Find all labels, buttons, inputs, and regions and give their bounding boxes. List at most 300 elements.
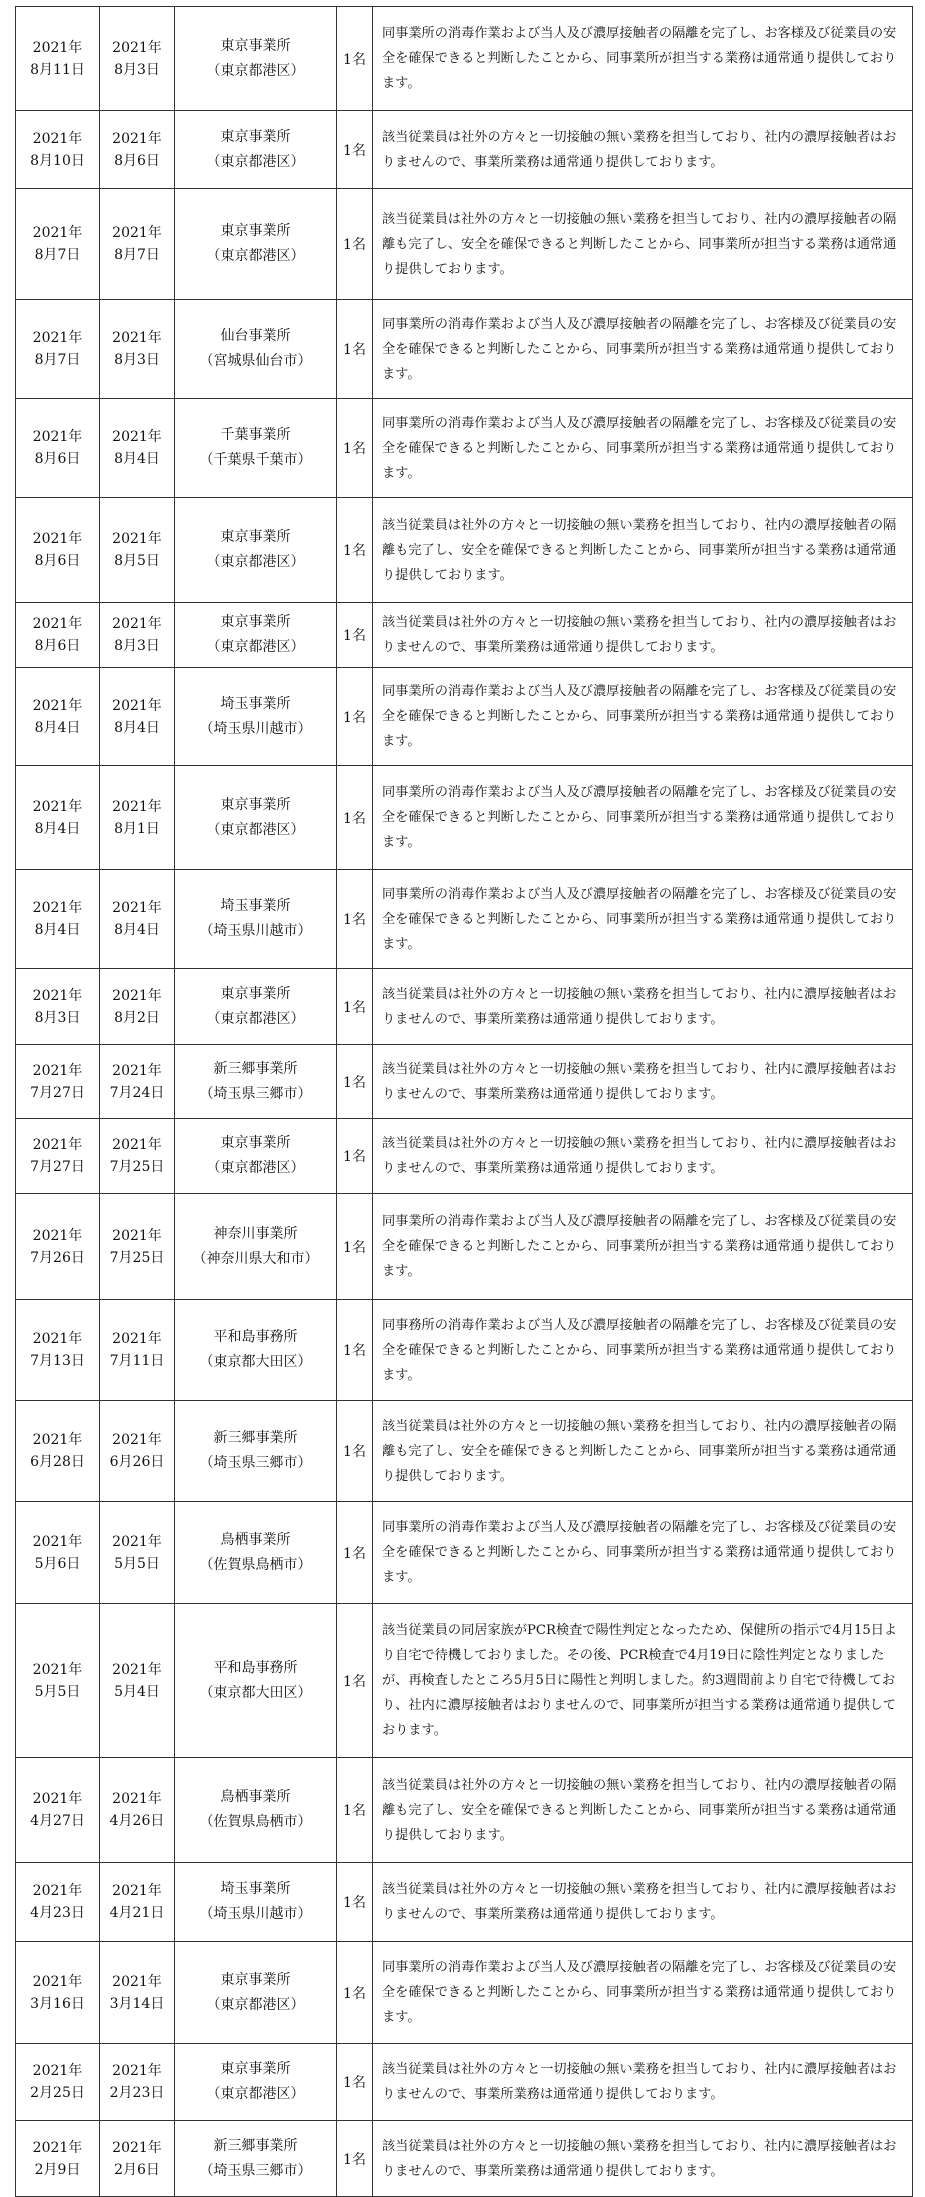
confirmation-date-line: 8月3日 xyxy=(114,352,160,368)
announcement-date-line: 2021年 xyxy=(32,330,83,346)
table-row xyxy=(16,1942,913,2044)
status-note-text: 同事業所の消毒作業および当人及び濃厚接触者の隔離を完了し、お客様及び従業員の安全を確保できると判断したことから、同事業所が担当する業務は通常通り提供しております。 xyxy=(382,26,897,91)
confirmation-date-line: 2021年 xyxy=(112,2063,162,2079)
confirmation-date-cell xyxy=(100,2044,175,2121)
announcement-date-cell xyxy=(16,399,100,498)
status-note-cell xyxy=(373,668,913,766)
table-row xyxy=(16,668,913,766)
case-count-cell: 1名 xyxy=(337,1863,373,1942)
case-count-cell: 1名 xyxy=(337,668,373,766)
announcement-date-line: 7月27日 xyxy=(30,1159,85,1175)
office-line: 埼玉事業所 xyxy=(220,1881,291,1897)
announcement-date-line: 8月10日 xyxy=(30,152,85,169)
status-note-cell xyxy=(373,1604,913,1758)
office-line: 東京事業所 xyxy=(220,2061,291,2077)
confirmation-date-cell xyxy=(100,189,175,300)
confirmation-date-line: 2021年 xyxy=(112,987,162,1004)
office-line: 東京事業所 xyxy=(220,128,291,145)
table-row xyxy=(16,111,913,189)
status-note-text: 該当従業員は社外の方々と一切接触の無い業務を担当しており、社内に濃厚接触者はおりませんので、事業所業務は通常通り提供しております。 xyxy=(382,2138,897,2179)
confirmation-date-cell xyxy=(100,498,175,603)
status-note-text: 該当従業員は社外の方々と一切接触の無い業務を担当しており、社内の濃厚接触者はおりませんので、事業所業務は通常通り提供しております。 xyxy=(382,129,897,170)
announcement-date-line: 5月5日 xyxy=(34,1683,81,1700)
announcement-date-cell xyxy=(16,1758,100,1863)
confirmation-date-line: 8月3日 xyxy=(114,638,160,654)
status-note-cell xyxy=(373,111,913,189)
status-note-text: 同事業所の消毒作業および当人及び濃厚接触者の隔離を完了し、お客様及び従業員の安全を確保できると判断したことから、同事業所が担当する業務は通常通り提供しております。 xyxy=(382,316,897,382)
announcement-date-line: 2021年 xyxy=(32,531,83,547)
status-note-text: 該当従業員の同居家族がPCR検査で陽性判定となったため、保健所の指示で4月15日より自宅で待機しておりました。その後、PCR検査で4月19日に陰性判定となりましたが、再検査したところ5月5日に陽性と判明しました。約3週間前より自宅で待機しており、社内に濃厚接触者はおりませんので、同事業所が担当する業務は通常通り提供しております。 xyxy=(382,1623,898,1738)
confirmation-date-line: 2021年 xyxy=(112,1661,162,1678)
announcement-date-line: 2021年 xyxy=(32,1137,83,1153)
office-line: 東京事業所 xyxy=(220,985,291,1002)
confirmation-date-line: 2021年 xyxy=(112,39,162,56)
announcement-date-line: 2021年 xyxy=(32,1432,83,1448)
confirmation-date-cell xyxy=(100,969,175,1045)
announcement-date-cell xyxy=(16,2121,100,2197)
office-cell xyxy=(175,1502,337,1604)
office-line: （埼玉県三郷市） xyxy=(199,1455,312,1471)
confirmation-date-line: 8月4日 xyxy=(114,922,160,938)
announcement-date-line: 8月4日 xyxy=(34,719,81,736)
announcement-date-line: 2021年 xyxy=(32,429,83,445)
case-count-cell: 1名 xyxy=(337,111,373,189)
announcement-date-cell xyxy=(16,1194,100,1300)
confirmation-date-line: 2021年 xyxy=(112,900,162,916)
office-line: （東京都港区） xyxy=(206,821,305,838)
announcement-date-line: 2021年 xyxy=(32,1791,83,1807)
announcement-date-cell xyxy=(16,969,100,1045)
status-note-text: 該当従業員は社外の方々と一切接触の無い業務を担当しており、社内に濃厚接触者はおりませんので、事業所業務は通常通り提供しております。 xyxy=(382,2062,897,2102)
announcement-date-line: 2021年 xyxy=(32,697,83,714)
office-line: 新三郷事業所 xyxy=(213,2137,298,2154)
office-cell xyxy=(175,1401,337,1502)
table-row xyxy=(16,1045,913,1119)
confirmation-date-line: 2021年 xyxy=(112,616,162,632)
confirmation-date-line: 8月4日 xyxy=(114,719,160,736)
announcement-date-cell xyxy=(16,668,100,766)
announcement-date-line: 2021年 xyxy=(32,2063,83,2079)
confirmation-date-line: 2021年 xyxy=(112,2139,162,2156)
confirmation-date-cell xyxy=(100,1119,175,1194)
status-note-text: 同事業所の消毒作業および当人及び濃厚接触者の隔離を完了し、お客様及び従業員の安全を確保できると判断したことから、同事業所が担当する業務は通常通り提供しております。 xyxy=(382,684,897,749)
confirmation-date-line: 8月2日 xyxy=(114,1009,160,1026)
announcement-date-line: 8月6日 xyxy=(34,638,81,654)
office-line: （東京都港区） xyxy=(206,153,305,170)
office-line: （東京都港区） xyxy=(206,248,305,264)
status-note-text: 該当従業員は社外の方々と一切接触の無い業務を担当しており、社内に濃厚接触者はおりませんので、事業所業務は通常通り提供しております。 xyxy=(382,1882,897,1922)
announcement-date-line: 2021年 xyxy=(32,1227,83,1244)
office-line: （東京都港区） xyxy=(206,62,305,79)
office-cell xyxy=(175,111,337,189)
announcement-date-line: 2月9日 xyxy=(34,2161,81,2178)
office-line: （東京都港区） xyxy=(206,2086,305,2102)
office-line: 新三郷事業所 xyxy=(213,1060,298,1077)
table-row xyxy=(16,1758,913,1863)
status-note-cell xyxy=(373,1300,913,1401)
office-line: 神奈川事業所 xyxy=(213,1225,298,1242)
confirmation-date-line: 5月5日 xyxy=(114,1555,160,1572)
case-count-cell: 1名 xyxy=(337,603,373,668)
office-cell xyxy=(175,7,337,111)
announcement-date-cell xyxy=(16,498,100,603)
confirmation-date-line: 2021年 xyxy=(112,1432,162,1448)
status-note-cell xyxy=(373,1758,913,1863)
announcement-date-line: 8月6日 xyxy=(34,451,81,467)
office-line: 平和島事務所 xyxy=(213,1329,298,1345)
confirmation-date-line: 2021年 xyxy=(112,1791,162,1807)
confirmation-date-cell xyxy=(100,1502,175,1604)
confirmation-date-line: 2021年 xyxy=(112,429,162,445)
case-count-cell: 1名 xyxy=(337,1401,373,1502)
confirmation-date-cell xyxy=(100,111,175,189)
confirmation-date-line: 4月26日 xyxy=(109,1813,165,1829)
office-line: 東京事業所 xyxy=(220,529,291,545)
office-cell xyxy=(175,1119,337,1194)
confirmation-date-line: 2021年 xyxy=(112,1062,162,1079)
case-count-cell: 1名 xyxy=(337,1300,373,1401)
office-line: （神奈川県大和市） xyxy=(192,1250,319,1267)
announcement-date-line: 7月27日 xyxy=(30,1084,85,1101)
office-cell xyxy=(175,1045,337,1119)
status-note-text: 同事業所の消毒作業および当人及び濃厚接触者の隔離を完了し、お客様及び従業員の安全を確保できると判断したことから、同事業所が担当する業務は通常通り提供しております。 xyxy=(382,1960,897,2025)
table-row xyxy=(16,1502,913,1604)
announcement-date-line: 2021年 xyxy=(32,616,83,632)
confirmation-date-cell xyxy=(100,2121,175,2197)
confirmation-date-line: 3月14日 xyxy=(109,1995,165,2012)
announcement-date-line: 2月25日 xyxy=(30,2085,85,2101)
office-line: 鳥栖事業所 xyxy=(220,1531,291,1548)
confirmation-date-cell xyxy=(100,1758,175,1863)
announcement-date-cell xyxy=(16,300,100,399)
office-cell xyxy=(175,498,337,603)
status-note-cell xyxy=(373,399,913,498)
table-row xyxy=(16,766,913,870)
status-note-text: 同事業所の消毒作業および当人及び濃厚接触者の隔離を完了し、お客様及び従業員の安全を確保できると判断したことから、同事業所が担当する業務は通常通り提供しております。 xyxy=(382,1520,897,1585)
status-note-text: 同事業所の消毒作業および当人及び濃厚接触者の隔離を完了し、お客様及び従業員の安全を確保できると判断したことから、同事業所が担当する業務は通常通り提供しております。 xyxy=(382,886,897,952)
confirmation-date-cell xyxy=(100,300,175,399)
confirmation-date-line: 8月7日 xyxy=(114,247,160,263)
confirmation-date-line: 2021年 xyxy=(112,1137,162,1153)
announcement-date-line: 2021年 xyxy=(32,1533,83,1550)
office-cell xyxy=(175,189,337,300)
announcement-date-line: 8月6日 xyxy=(34,553,81,569)
status-note-text: 該当従業員は社外の方々と一切接触の無い業務を担当しており、社内の濃厚接触者の隔離も完了し、安全を確保できると判断したことから、同事業所が担当する業務は通常通り提供しております。 xyxy=(382,517,897,583)
announcement-date-line: 2021年 xyxy=(32,2139,83,2156)
status-note-text: 同事業所の消毒作業および当人及び濃厚接触者の隔離を完了し、お客様及び従業員の安全を確保できると判断したことから、同事業所が担当する業務は通常通り提供しております。 xyxy=(382,1214,897,1279)
status-note-text: 該当従業員は社外の方々と一切接触の無い業務を担当しており、社内に濃厚接触者はおりませんので、事業所業務は通常通り提供しております。 xyxy=(382,986,897,1027)
status-note-cell xyxy=(373,300,913,399)
confirmation-date-line: 2021年 xyxy=(112,1973,162,1990)
confirmation-date-line: 2021年 xyxy=(112,1883,162,1899)
case-count-cell: 1名 xyxy=(337,7,373,111)
announcement-date-cell xyxy=(16,7,100,111)
office-line: （東京都港区） xyxy=(206,1010,305,1027)
table-row xyxy=(16,2121,913,2197)
status-note-text: 同事業所の消毒作業および当人及び濃厚接触者の隔離を完了し、お客様及び従業員の安全を確保できると判断したことから、同事業所が担当する業務は通常通り提供しております。 xyxy=(382,785,897,850)
announcement-date-cell xyxy=(16,1604,100,1758)
confirmation-date-line: 8月1日 xyxy=(114,820,160,837)
case-count-cell: 1名 xyxy=(337,1758,373,1863)
confirmation-date-line: 2021年 xyxy=(112,330,162,346)
announcement-date-cell xyxy=(16,870,100,969)
status-note-cell xyxy=(373,1863,913,1942)
announcement-date-line: 5月6日 xyxy=(34,1555,81,1572)
case-count-cell: 1名 xyxy=(337,1942,373,2044)
announcement-date-cell xyxy=(16,2044,100,2121)
confirmation-date-cell xyxy=(100,7,175,111)
table-row xyxy=(16,1604,913,1758)
case-count-cell: 1名 xyxy=(337,870,373,969)
announcement-date-line: 2021年 xyxy=(32,225,83,241)
announcement-date-line: 2021年 xyxy=(32,987,83,1004)
announcement-date-cell xyxy=(16,1401,100,1502)
office-line: 東京事業所 xyxy=(220,223,291,239)
office-line: 東京事業所 xyxy=(220,1135,291,1151)
table-row xyxy=(16,1300,913,1401)
status-note-cell xyxy=(373,498,913,603)
office-line: 東京事業所 xyxy=(220,614,291,630)
confirmation-date-line: 8月3日 xyxy=(114,61,160,78)
office-cell xyxy=(175,1758,337,1863)
announcement-date-cell xyxy=(16,1045,100,1119)
table-row xyxy=(16,399,913,498)
announcement-date-line: 8月4日 xyxy=(34,922,81,938)
confirmation-date-cell xyxy=(100,668,175,766)
table-row xyxy=(16,2044,913,2121)
status-note-text: 該当従業員は社外の方々と一切接触の無い業務を担当しており、社内に濃厚接触者はおりませんので、事業所業務は通常通り提供しております。 xyxy=(382,1061,897,1102)
table-row xyxy=(16,1119,913,1194)
office-line: （佐賀県鳥栖市） xyxy=(199,1814,312,1830)
confirmation-date-cell xyxy=(100,1194,175,1300)
confirmation-date-cell xyxy=(100,1863,175,1942)
office-line: 東京事業所 xyxy=(220,37,291,54)
status-note-cell xyxy=(373,603,913,668)
announcement-date-cell xyxy=(16,189,100,300)
office-cell xyxy=(175,300,337,399)
status-note-cell xyxy=(373,1942,913,2044)
office-line: （千葉県千葉市） xyxy=(199,452,312,468)
status-note-cell xyxy=(373,2044,913,2121)
confirmation-date-cell xyxy=(100,603,175,668)
office-line: （埼玉県三郷市） xyxy=(199,1085,312,1102)
office-line: 仙台事業所 xyxy=(220,328,291,344)
case-count-cell: 1名 xyxy=(337,189,373,300)
case-count-cell: 1名 xyxy=(337,300,373,399)
office-cell xyxy=(175,1863,337,1942)
status-note-text: 該当従業員は社外の方々と一切接触の無い業務を担当しており、社内の濃厚接触者はおりませんので、事業所業務は通常通り提供しております。 xyxy=(382,615,897,655)
case-count-cell: 1名 xyxy=(337,498,373,603)
announcement-date-line: 4月27日 xyxy=(30,1813,85,1829)
confirmation-date-line: 2021年 xyxy=(112,531,162,547)
confirmation-date-line: 2021年 xyxy=(112,697,162,714)
announcement-date-line: 2021年 xyxy=(32,1973,83,1990)
office-line: 新三郷事業所 xyxy=(213,1430,298,1446)
status-note-text: 同事業所の消毒作業および当人及び濃厚接触者の隔離を完了し、お客様及び従業員の安全を確保できると判断したことから、同事業所が担当する業務は通常通り提供しております。 xyxy=(382,415,897,481)
confirmation-date-line: 2月23日 xyxy=(109,2085,165,2101)
status-note-cell xyxy=(373,1502,913,1604)
confirmation-date-cell xyxy=(100,1604,175,1758)
confirmation-date-cell xyxy=(100,1300,175,1401)
status-note-cell xyxy=(373,1194,913,1300)
announcement-date-line: 7月26日 xyxy=(30,1249,85,1266)
office-line: （埼玉県川越市） xyxy=(199,720,312,737)
status-note-cell xyxy=(373,1045,913,1119)
announcement-date-cell xyxy=(16,1502,100,1604)
case-count-cell: 1名 xyxy=(337,2044,373,2121)
confirmation-date-line: 5月4日 xyxy=(114,1683,160,1700)
status-note-text: 該当従業員は社外の方々と一切接触の無い業務を担当しており、社内の濃厚接触者の隔離も完了し、安全を確保できると判断したことから、同事業所が担当する業務は通常通り提供しております。 xyxy=(382,211,897,277)
announcement-date-cell xyxy=(16,111,100,189)
confirmation-date-line: 2月6日 xyxy=(114,2161,160,2178)
office-line: 東京事業所 xyxy=(220,1971,291,1988)
office-line: 東京事業所 xyxy=(220,796,291,813)
office-line: （佐賀県鳥栖市） xyxy=(199,1556,312,1573)
confirmation-date-cell xyxy=(100,870,175,969)
table-row xyxy=(16,300,913,399)
office-cell xyxy=(175,1300,337,1401)
confirmation-date-line: 4月21日 xyxy=(109,1905,165,1921)
office-cell xyxy=(175,2121,337,2197)
office-cell xyxy=(175,1194,337,1300)
confirmation-date-line: 2021年 xyxy=(112,225,162,241)
office-cell xyxy=(175,1942,337,2044)
table-row xyxy=(16,189,913,300)
status-note-text: 該当従業員は社外の方々と一切接触の無い業務を担当しており、社内の濃厚接触者の隔離も完了し、安全を確保できると判断したことから、同事業所が担当する業務は通常通り提供しております。 xyxy=(382,1777,897,1843)
status-note-text: 該当従業員は社外の方々と一切接触の無い業務を担当しており、社内に濃厚接触者はおりませんので、事業所業務は通常通り提供しております。 xyxy=(382,1136,897,1176)
confirmation-date-line: 2021年 xyxy=(112,130,162,147)
confirmation-date-line: 8月5日 xyxy=(114,553,160,569)
status-note-cell xyxy=(373,766,913,870)
status-note-cell xyxy=(373,2121,913,2197)
office-line: （東京都大田区） xyxy=(199,1354,312,1370)
announcement-date-cell xyxy=(16,1863,100,1942)
announcement-date-line: 2021年 xyxy=(32,1062,83,1079)
confirmation-date-line: 7月25日 xyxy=(109,1249,165,1266)
office-line: （東京都港区） xyxy=(206,639,305,655)
office-line: （東京都港区） xyxy=(206,1996,305,2013)
confirmation-date-line: 2021年 xyxy=(112,1533,162,1550)
infection-cases-table xyxy=(15,6,913,2197)
confirmation-date-line: 2021年 xyxy=(112,798,162,815)
office-cell xyxy=(175,399,337,498)
announcement-date-line: 8月3日 xyxy=(34,1009,81,1026)
table-row xyxy=(16,603,913,668)
announcement-date-cell xyxy=(16,1300,100,1401)
office-line: （東京都大田区） xyxy=(199,1684,312,1701)
status-note-text: 該当従業員は社外の方々と一切接触の無い業務を担当しており、社内の濃厚接触者の隔離も完了し、安全を確保できると判断したことから、同事業所が担当する業務は通常通り提供しております。 xyxy=(382,1418,897,1484)
office-line: （埼玉県川越市） xyxy=(199,923,312,939)
confirmation-date-line: 2021年 xyxy=(112,1227,162,1244)
table-row xyxy=(16,498,913,603)
confirmation-date-cell xyxy=(100,399,175,498)
announcement-date-cell xyxy=(16,1942,100,2044)
announcement-date-line: 7月13日 xyxy=(30,1353,85,1369)
status-note-cell xyxy=(373,1119,913,1194)
office-cell xyxy=(175,1604,337,1758)
announcement-date-cell xyxy=(16,1119,100,1194)
table-row xyxy=(16,870,913,969)
office-line: 平和島事務所 xyxy=(213,1659,298,1676)
status-note-cell xyxy=(373,189,913,300)
office-line: 埼玉事業所 xyxy=(220,898,291,914)
status-note-cell xyxy=(373,7,913,111)
announcement-date-line: 2021年 xyxy=(32,1661,83,1678)
case-count-cell: 1名 xyxy=(337,766,373,870)
announcement-date-line: 8月7日 xyxy=(34,352,81,368)
announcement-date-line: 6月28日 xyxy=(30,1454,85,1470)
case-count-cell: 1名 xyxy=(337,2121,373,2197)
announcement-date-line: 8月4日 xyxy=(34,820,81,837)
case-count-cell: 1名 xyxy=(337,1604,373,1758)
table-row xyxy=(16,969,913,1045)
status-note-cell xyxy=(373,870,913,969)
case-count-cell: 1名 xyxy=(337,1194,373,1300)
table-body xyxy=(16,7,913,2197)
confirmation-date-line: 8月4日 xyxy=(114,451,160,467)
confirmation-date-line: 8月6日 xyxy=(114,152,160,169)
announcement-date-line: 2021年 xyxy=(32,130,83,147)
announcement-date-line: 2021年 xyxy=(32,39,83,56)
announcement-date-line: 2021年 xyxy=(32,798,83,815)
announcement-date-line: 3月16日 xyxy=(30,1995,85,2012)
case-count-cell: 1名 xyxy=(337,1502,373,1604)
announcement-date-line: 2021年 xyxy=(32,1883,83,1899)
office-line: （東京都港区） xyxy=(206,1160,305,1176)
table-row xyxy=(16,1401,913,1502)
office-cell xyxy=(175,969,337,1045)
confirmation-date-cell xyxy=(100,1045,175,1119)
office-line: （埼玉県川越市） xyxy=(199,1906,312,1922)
office-cell xyxy=(175,870,337,969)
table-row xyxy=(16,1194,913,1300)
announcement-date-line: 8月7日 xyxy=(34,247,81,263)
office-line: 鳥栖事業所 xyxy=(220,1789,291,1805)
office-cell xyxy=(175,668,337,766)
confirmation-date-cell xyxy=(100,1401,175,1502)
confirmation-date-line: 7月24日 xyxy=(109,1084,165,1101)
office-line: （東京都港区） xyxy=(206,554,305,570)
case-count-cell: 1名 xyxy=(337,969,373,1045)
status-note-cell xyxy=(373,1401,913,1502)
table-row xyxy=(16,7,913,111)
announcement-date-line: 2021年 xyxy=(32,900,83,916)
office-cell xyxy=(175,2044,337,2121)
office-line: （埼玉県三郷市） xyxy=(199,2162,312,2179)
announcement-date-cell xyxy=(16,766,100,870)
office-cell xyxy=(175,766,337,870)
case-count-cell: 1名 xyxy=(337,399,373,498)
confirmation-date-cell xyxy=(100,1942,175,2044)
office-line: （宮城県仙台市） xyxy=(199,353,312,369)
confirmation-date-line: 2021年 xyxy=(112,1331,162,1347)
announcement-date-line: 8月11日 xyxy=(30,61,85,78)
status-note-cell xyxy=(373,969,913,1045)
announcement-date-line: 2021年 xyxy=(32,1331,83,1347)
office-line: 千葉事業所 xyxy=(220,427,291,443)
case-count-cell: 1名 xyxy=(337,1045,373,1119)
announcement-date-line: 4月23日 xyxy=(30,1905,85,1921)
confirmation-date-cell xyxy=(100,766,175,870)
status-note-text: 同事務所の消毒作業および当人及び濃厚接触者の隔離を完了し、お客様及び従業員の安全を確保できると判断したことから、同事業所が担当する業務は通常通り提供しております。 xyxy=(382,1317,897,1383)
case-count-cell: 1名 xyxy=(337,1119,373,1194)
announcement-date-cell xyxy=(16,603,100,668)
office-cell xyxy=(175,603,337,668)
confirmation-date-line: 7月25日 xyxy=(109,1159,165,1175)
office-line: 埼玉事業所 xyxy=(220,695,291,712)
confirmation-date-line: 6月26日 xyxy=(109,1454,165,1470)
table-row xyxy=(16,1863,913,1942)
